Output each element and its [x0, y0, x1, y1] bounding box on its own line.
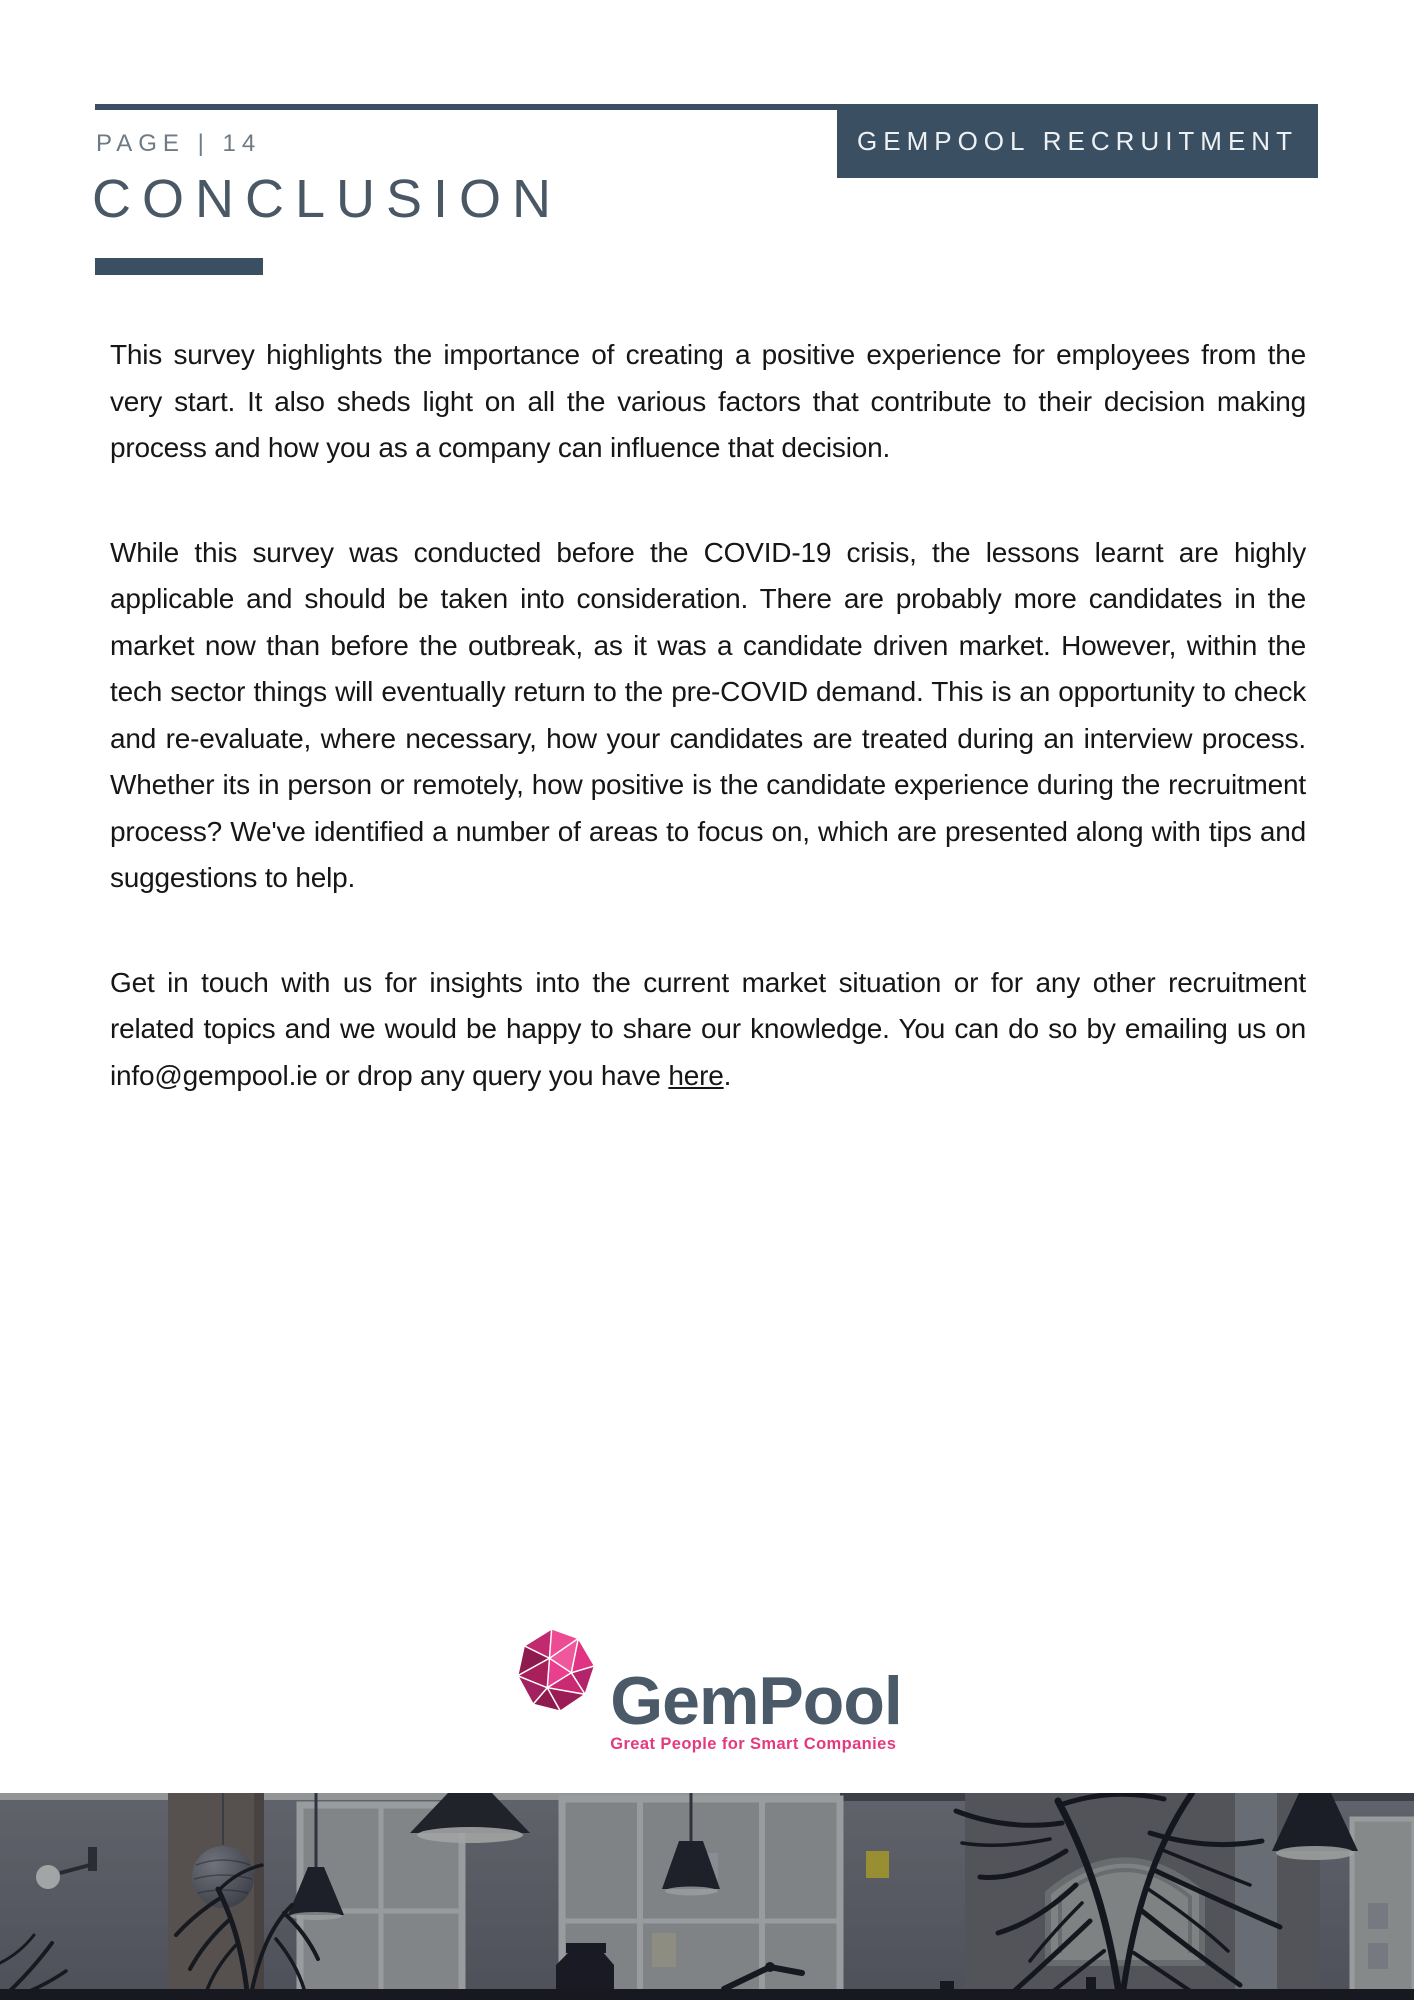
here-link[interactable]: here — [668, 1059, 724, 1091]
gempool-logo — [0, 1622, 1414, 1754]
photo-dark-overlay — [0, 1793, 1414, 2000]
page-title: CONCLUSION — [92, 169, 563, 229]
body-copy — [110, 332, 1306, 1157]
logo-text-group — [610, 1663, 902, 1754]
title-accent-bar — [95, 258, 263, 275]
header-divider-rule — [95, 104, 837, 110]
logo-wordmark: GemPool — [610, 1663, 902, 1739]
office-photo-illustration — [0, 1793, 1414, 2000]
header-company-badge — [837, 104, 1318, 178]
gem-icon — [508, 1620, 605, 1721]
office-photo-banner — [0, 1793, 1414, 2000]
logo-tagline: Great People for Smart Companies — [610, 1735, 897, 1753]
paragraph-get-in-touch-period: . — [723, 1059, 732, 1091]
paragraph-get-in-touch — [110, 960, 1306, 1100]
paragraph-survey-highlights: This survey highlights the importance of creating a positive experience for employees from the very start. It also sheds light on all the various factors that contribute to their decision making process and how you as a company can influence that decision. — [110, 339, 1306, 463]
page-number-label: PAGE | 14 — [96, 130, 262, 157]
paragraph-get-in-touch-text: Get in touch with us for insights into the current market situation or for any other recruitment related topics and we would be happy to share our knowledge. You can do so by emailing us on info@gempool.ie or drop any query you have — [110, 966, 1306, 1091]
header-company-badge-label: GEMPOOL RECRUITMENT — [857, 125, 1298, 156]
paragraph-covid-context: While this survey was conducted before the COVID-19 crisis, the lessons learnt are highly applicable and should be taken into consideration. There are probably more candidates in the market now than before the outbreak, as it was a candidate driven market. However, within the tech sector things will eventually return to the pre-COVID demand. This is an opportunity to check and re-evaluate, where necessary, how your candidates are treated during an interview process. Whether its in person or remotely, how positive is the candidate experience during the recruitment process? We've identified a number of areas to focus on, which are presented along with tips and suggestions to help. — [110, 536, 1306, 893]
